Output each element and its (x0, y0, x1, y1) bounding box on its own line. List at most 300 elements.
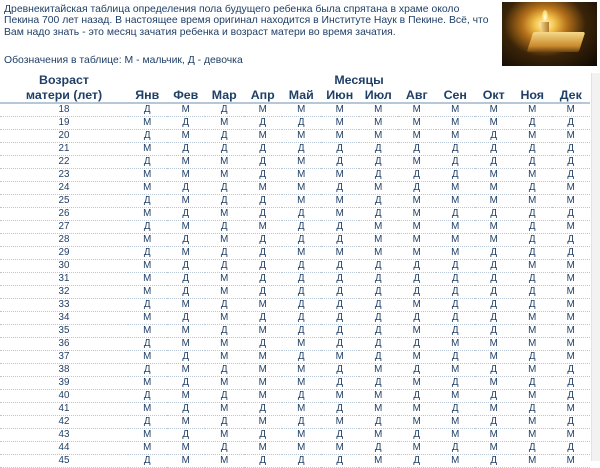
gender-cell: М (167, 221, 206, 234)
gender-cell: Д (475, 143, 514, 156)
gender-cell: М (398, 234, 437, 247)
gender-cell: М (398, 403, 437, 416)
gender-cell: М (205, 208, 244, 221)
gender-cell: Д (475, 455, 514, 468)
gender-cell: Д (244, 338, 283, 351)
gender-cell: Д (398, 312, 437, 325)
gender-cell: Д (205, 143, 244, 156)
table-row (0, 117, 590, 130)
age-cell: 23 (0, 169, 128, 182)
gender-cell: Д (244, 260, 283, 273)
gender-cell: М (475, 182, 514, 195)
gender-cell: М (436, 364, 475, 377)
gender-cell: М (475, 103, 514, 117)
gender-cell: М (282, 338, 321, 351)
gender-cell: М (244, 351, 283, 364)
table-row (0, 260, 590, 273)
gender-cell: Д (205, 390, 244, 403)
gender-cell: М (321, 442, 360, 455)
month-header-10: Ноя (513, 88, 552, 103)
gender-cell: Д (475, 260, 514, 273)
age-cell: 27 (0, 221, 128, 234)
gender-cell: М (321, 130, 360, 143)
gender-cell: М (128, 286, 167, 299)
gender-cell: Д (167, 429, 206, 442)
age-cell: 45 (0, 455, 128, 468)
age-cell: 19 (0, 117, 128, 130)
gender-cell: М (398, 351, 437, 364)
gender-cell: Д (398, 143, 437, 156)
gender-cell: М (513, 260, 552, 273)
gender-cell: Д (321, 338, 360, 351)
gender-cell: М (282, 156, 321, 169)
gender-cell: Д (552, 208, 591, 221)
gender-cell: Д (513, 117, 552, 130)
gender-cell: М (436, 195, 475, 208)
gender-cell: Д (167, 117, 206, 130)
gender-cell: Д (205, 103, 244, 117)
gender-cell: Д (282, 260, 321, 273)
gender-cell: Д (167, 182, 206, 195)
gender-cell: М (436, 130, 475, 143)
gender-cell: Д (244, 169, 283, 182)
gender-cell: М (167, 442, 206, 455)
gender-cell: М (205, 377, 244, 390)
gender-cell: Д (244, 312, 283, 325)
gender-cell: Д (398, 338, 437, 351)
gender-cell: Д (167, 286, 206, 299)
gender-cell: Д (552, 247, 591, 260)
gender-cell: Д (398, 364, 437, 377)
gender-cell: Д (398, 390, 437, 403)
vertical-scrollbar[interactable] (591, 73, 600, 461)
table-row (0, 156, 590, 169)
gender-cell: Д (398, 260, 437, 273)
gender-cell: М (436, 221, 475, 234)
gender-cell: М (552, 312, 591, 325)
gender-cell: М (128, 169, 167, 182)
gender-cell: М (436, 103, 475, 117)
gender-cell: М (436, 234, 475, 247)
gender-cell: М (513, 390, 552, 403)
gender-cell: Д (128, 247, 167, 260)
gender-cell: М (321, 416, 360, 429)
gender-cell: Д (321, 364, 360, 377)
gender-cell: М (282, 130, 321, 143)
table-row (0, 416, 590, 429)
gender-cell: Д (321, 234, 360, 247)
gender-cell: Д (436, 143, 475, 156)
gender-cell: Д (513, 208, 552, 221)
gender-cell: Д (398, 182, 437, 195)
gender-cell: Д (359, 442, 398, 455)
gender-cell: Д (436, 312, 475, 325)
gender-cell: Д (282, 273, 321, 286)
gender-cell: М (128, 325, 167, 338)
gender-cell: М (359, 455, 398, 468)
gender-cell: Д (205, 260, 244, 273)
age-cell: 21 (0, 143, 128, 156)
gender-cell: М (552, 338, 591, 351)
gender-cell: Д (436, 299, 475, 312)
gender-cell: М (128, 182, 167, 195)
gender-cell: Д (244, 195, 283, 208)
gender-cell: М (475, 195, 514, 208)
gender-cell: Д (359, 377, 398, 390)
table-row (0, 143, 590, 156)
month-header-8: Сен (436, 88, 475, 103)
age-cell: 34 (0, 312, 128, 325)
gender-cell: М (359, 103, 398, 117)
age-cell: 36 (0, 338, 128, 351)
age-header-line1: Возраст (39, 73, 89, 87)
gender-cell: Д (552, 377, 591, 390)
gender-cell: Д (552, 234, 591, 247)
gender-cell: М (398, 103, 437, 117)
gender-cell: Д (436, 377, 475, 390)
gender-cell: М (321, 169, 360, 182)
gender-cell: М (552, 403, 591, 416)
gender-cell: М (128, 429, 167, 442)
gender-cell: М (282, 429, 321, 442)
gender-cell: М (398, 156, 437, 169)
gender-cell: М (321, 390, 360, 403)
table-row (0, 299, 590, 312)
gender-cell: М (282, 103, 321, 117)
gender-cell: Д (321, 377, 360, 390)
gender-cell: Д (282, 299, 321, 312)
gender-cell: М (513, 455, 552, 468)
gender-cell: Д (282, 117, 321, 130)
gender-cell: Д (244, 455, 283, 468)
gender-cell: Д (359, 143, 398, 156)
gender-cell: Д (398, 455, 437, 468)
gender-cell: Д (244, 234, 283, 247)
gender-cell: М (128, 312, 167, 325)
gender-cell: М (167, 416, 206, 429)
gender-cell: Д (244, 403, 283, 416)
month-header-5: Июн (321, 88, 360, 103)
gender-cell: Д (205, 325, 244, 338)
gender-cell: Д (359, 260, 398, 273)
gender-cell: Д (359, 299, 398, 312)
gender-cell: М (167, 364, 206, 377)
gender-cell: М (167, 169, 206, 182)
gender-cell: М (359, 130, 398, 143)
gender-cell: Д (167, 273, 206, 286)
gender-cell: Д (475, 364, 514, 377)
gender-cell: М (475, 351, 514, 364)
gender-cell: М (359, 182, 398, 195)
table-row (0, 195, 590, 208)
gender-cell: М (167, 247, 206, 260)
gender-cell: Д (552, 156, 591, 169)
table-row (0, 234, 590, 247)
gender-cell: М (475, 117, 514, 130)
month-header-9: Окт (475, 88, 514, 103)
gender-cell: М (552, 351, 591, 364)
gender-cell: Д (513, 247, 552, 260)
age-cell: 26 (0, 208, 128, 221)
table-row (0, 377, 590, 390)
gender-cell: М (359, 234, 398, 247)
table-row (0, 403, 590, 416)
table-row (0, 182, 590, 195)
gender-cell: М (282, 182, 321, 195)
gender-cell: Д (167, 234, 206, 247)
gender-cell: М (398, 247, 437, 260)
gender-cell: М (205, 273, 244, 286)
table-row (0, 364, 590, 377)
gender-cell: М (282, 169, 321, 182)
gender-cell: М (282, 403, 321, 416)
table-row (0, 429, 590, 442)
gender-cell: М (321, 117, 360, 130)
gender-cell: Д (282, 234, 321, 247)
age-cell: 37 (0, 351, 128, 364)
gender-cell: Д (321, 221, 360, 234)
gender-cell: Д (128, 130, 167, 143)
gender-cell: Д (205, 221, 244, 234)
legend-text: Обозначения в таблице: М - мальчик, Д - девочка (4, 55, 243, 66)
gender-cell: Д (282, 455, 321, 468)
gender-cell: Д (321, 403, 360, 416)
gender-cell: М (244, 390, 283, 403)
gender-cell: Д (167, 208, 206, 221)
gender-cell: Д (436, 351, 475, 364)
gender-cell: Д (475, 247, 514, 260)
gender-cell: Д (205, 416, 244, 429)
gender-cell: М (475, 169, 514, 182)
gender-cell: Д (167, 377, 206, 390)
age-cell: 43 (0, 429, 128, 442)
gender-cell: М (398, 377, 437, 390)
gender-cell: М (359, 429, 398, 442)
gender-cell: М (244, 325, 283, 338)
gender-cell: Д (205, 195, 244, 208)
gender-cell: М (128, 117, 167, 130)
gender-cell: Д (475, 416, 514, 429)
table-body (0, 103, 590, 468)
gender-cell: М (552, 286, 591, 299)
candle-book-photo (502, 2, 597, 66)
gender-cell: Д (359, 208, 398, 221)
age-cell: 38 (0, 364, 128, 377)
gender-cell: М (398, 221, 437, 234)
gender-cell: Д (475, 286, 514, 299)
gender-cell: Д (244, 156, 283, 169)
gender-cell: М (359, 390, 398, 403)
gender-cell: Д (398, 286, 437, 299)
gender-cell: Д (436, 442, 475, 455)
gender-cell: Д (244, 143, 283, 156)
gender-cell: М (475, 234, 514, 247)
gender-cell: М (321, 247, 360, 260)
gender-cell: М (205, 312, 244, 325)
gender-cell: Д (359, 312, 398, 325)
gender-cell: М (398, 208, 437, 221)
gender-cell: Д (513, 442, 552, 455)
gender-cell: Д (128, 455, 167, 468)
gender-cell: М (436, 182, 475, 195)
gender-cell: Д (205, 364, 244, 377)
table-row (0, 338, 590, 351)
gender-cell: Д (128, 299, 167, 312)
gender-cell: Д (513, 143, 552, 156)
gender-cell: М (513, 364, 552, 377)
age-cell: 18 (0, 103, 128, 117)
gender-cell: М (475, 429, 514, 442)
gender-cell: М (513, 429, 552, 442)
table-row (0, 130, 590, 143)
gender-cell: М (475, 403, 514, 416)
gender-cell: Д (282, 221, 321, 234)
gender-cell: М (167, 103, 206, 117)
gender-cell: М (398, 117, 437, 130)
gender-cell: Д (475, 130, 514, 143)
gender-cell: Д (128, 156, 167, 169)
month-header-0: Янв (128, 88, 167, 103)
table-row (0, 247, 590, 260)
gender-cell: М (359, 117, 398, 130)
gender-cell: М (398, 130, 437, 143)
gender-cell: Д (513, 221, 552, 234)
gender-cell: М (128, 351, 167, 364)
gender-cell: М (321, 195, 360, 208)
gender-cell: Д (552, 416, 591, 429)
gender-cell: Д (282, 390, 321, 403)
gender-cell: Д (398, 273, 437, 286)
gender-cell: Д (321, 312, 360, 325)
gender-cell: М (167, 390, 206, 403)
table-row (0, 351, 590, 364)
age-cell: 44 (0, 442, 128, 455)
age-cell: 30 (0, 260, 128, 273)
gender-cell: М (167, 325, 206, 338)
gender-cell: Д (513, 286, 552, 299)
gender-cell: М (282, 364, 321, 377)
gender-cell: Д (321, 455, 360, 468)
gender-cell: Д (436, 286, 475, 299)
gender-cell: М (398, 442, 437, 455)
age-cell: 28 (0, 234, 128, 247)
gender-cell: М (321, 351, 360, 364)
table-row (0, 390, 590, 403)
gender-cell: Д (475, 325, 514, 338)
gender-cell: М (513, 312, 552, 325)
gender-cell: Д (128, 195, 167, 208)
table-row (0, 312, 590, 325)
gender-cell: Д (205, 130, 244, 143)
gender-cell: М (282, 377, 321, 390)
gender-cell: Д (205, 442, 244, 455)
gender-cell: М (513, 195, 552, 208)
gender-cell: М (205, 286, 244, 299)
gender-cell: Д (513, 182, 552, 195)
gender-cell: Д (513, 156, 552, 169)
gender-cell: Д (359, 416, 398, 429)
gender-cell: Д (128, 221, 167, 234)
table-row (0, 455, 590, 468)
gender-cell: Д (398, 169, 437, 182)
gender-cell: М (321, 103, 360, 117)
gender-cell: М (128, 442, 167, 455)
gender-cell: М (321, 208, 360, 221)
gender-cell: Д (205, 182, 244, 195)
age-cell: 25 (0, 195, 128, 208)
gender-cell: М (128, 143, 167, 156)
gender-cell: Д (167, 143, 206, 156)
gender-cell: М (205, 156, 244, 169)
age-cell: 35 (0, 325, 128, 338)
gender-cell: Д (282, 208, 321, 221)
gender-cell: М (205, 117, 244, 130)
gender-cell: М (128, 260, 167, 273)
month-header-6: Июл (359, 88, 398, 103)
gender-cell: Д (552, 364, 591, 377)
book-shape (527, 32, 585, 52)
table-row (0, 169, 590, 182)
gender-cell: М (128, 273, 167, 286)
gender-cell: М (244, 221, 283, 234)
gender-cell: М (359, 247, 398, 260)
age-cell: 24 (0, 182, 128, 195)
gender-cell: М (513, 325, 552, 338)
gender-cell: М (436, 338, 475, 351)
gender-cell: Д (552, 169, 591, 182)
gender-cell: Д (282, 325, 321, 338)
gender-cell: М (205, 429, 244, 442)
gender-cell: М (244, 182, 283, 195)
gender-cell: Д (244, 247, 283, 260)
gender-cell: М (398, 299, 437, 312)
gender-cell: М (552, 299, 591, 312)
gender-cell: М (552, 182, 591, 195)
intro-text: Древнекитайская таблица определения пола будущего ребенка была спрятана в храме около Пекина 700 лет назад. В настоящее время оригинал находится в Институте Наук в Пекине. Всё, что Вам надо знать - это месяц зачатия ребенка и возраст матери во время зачатия. (4, 4, 489, 38)
gender-cell: Д (244, 208, 283, 221)
gender-cell: Д (282, 312, 321, 325)
gender-cell: Д (475, 390, 514, 403)
gender-cell: Д (436, 325, 475, 338)
age-header-line2: матери (лет) (0, 88, 128, 103)
gender-cell: М (436, 247, 475, 260)
gender-cell: Д (244, 429, 283, 442)
table-row (0, 103, 590, 117)
gender-cell: Д (552, 143, 591, 156)
gender-cell: М (244, 377, 283, 390)
gender-cell: М (205, 169, 244, 182)
gender-cell: М (167, 455, 206, 468)
gender-cell: М (552, 130, 591, 143)
age-cell: 31 (0, 273, 128, 286)
gender-cell: М (475, 442, 514, 455)
gender-cell: М (513, 169, 552, 182)
table-row (0, 221, 590, 234)
gender-cell: М (475, 377, 514, 390)
gender-cell: М (167, 130, 206, 143)
gender-cell: М (244, 299, 283, 312)
age-cell: 39 (0, 377, 128, 390)
gender-cell: Д (513, 377, 552, 390)
gender-cell: М (552, 221, 591, 234)
gender-cell: М (436, 390, 475, 403)
months-header: Месяцы (334, 73, 384, 87)
age-cell: 29 (0, 247, 128, 260)
gender-cell: Д (128, 364, 167, 377)
gender-cell: Д (359, 351, 398, 364)
age-cell: 42 (0, 416, 128, 429)
table-row (0, 286, 590, 299)
